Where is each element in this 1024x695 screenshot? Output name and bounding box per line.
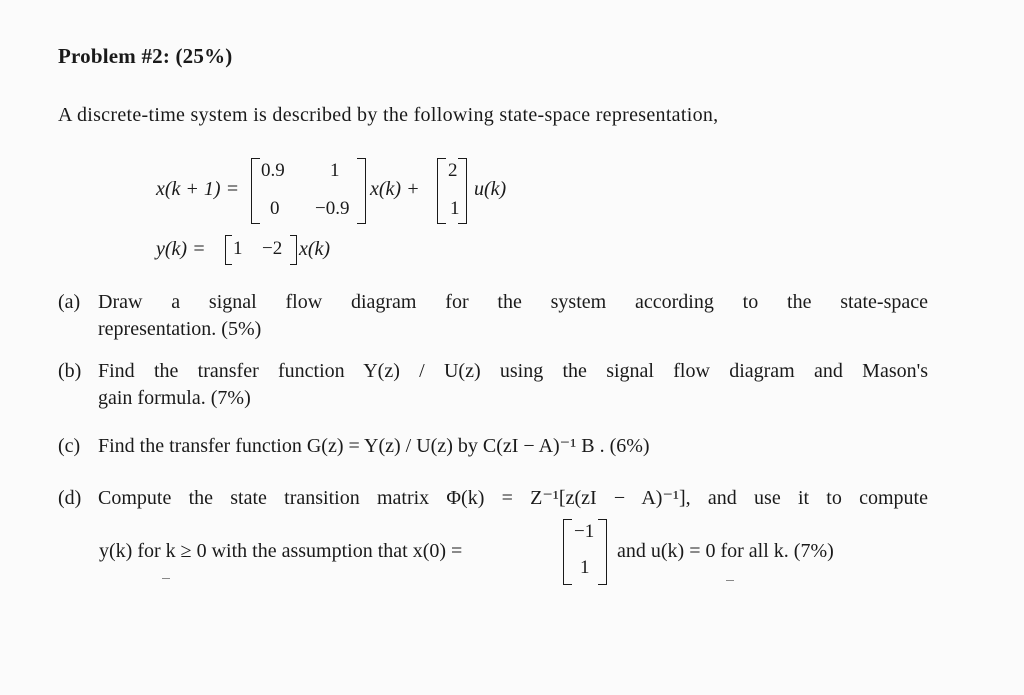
part-c-label: (c) xyxy=(58,435,81,457)
matrix-a-11: 0.9 xyxy=(261,160,285,181)
state-equation-lhs: x(k + 1) = xyxy=(156,178,240,200)
problem-intro: A discrete-time system is described by the following state-space representation, xyxy=(58,104,719,126)
matrix-a-21: 0 xyxy=(270,198,280,219)
state-equation-xk: x(k) + xyxy=(370,178,420,200)
part-b-line-1: Find the transfer function Y(z) / U(z) using the signal flow diagram and Mason's xyxy=(98,360,928,382)
matrix-a-12: 1 xyxy=(330,160,340,181)
scan-mark xyxy=(726,580,734,581)
part-d-line-1: Compute the state transition matrix Φ(k) = Z⁻¹[z(zI − A)⁻¹], and use it to compute xyxy=(98,487,928,509)
matrix-c-1: 1 xyxy=(233,238,243,259)
part-b-label: (b) xyxy=(58,360,82,382)
x0-right-bracket xyxy=(598,519,607,585)
state-equation-uk: u(k) xyxy=(474,178,507,200)
x0-left-bracket xyxy=(563,519,572,585)
x0-value-2: 1 xyxy=(580,557,590,578)
matrix-c-2: −2 xyxy=(262,238,283,259)
matrix-a-left-bracket xyxy=(251,158,260,224)
part-d-label: (d) xyxy=(58,487,82,509)
matrix-c-right-bracket xyxy=(290,235,297,265)
part-d-line-2a: y(k) for k ≥ 0 with the assumption that x(0) = xyxy=(99,540,463,562)
part-c-line-1: Find the transfer function G(z) = Y(z) / U(z) by C(zI − A)⁻¹ B . (6%) xyxy=(98,435,650,457)
x0-value-1: −1 xyxy=(574,521,595,542)
output-equation-lhs: y(k) = xyxy=(156,238,206,260)
matrix-b-left-bracket xyxy=(437,158,446,224)
part-d xyxy=(58,485,928,585)
matrix-b-2: 1 xyxy=(450,198,460,219)
output-equation-xk: x(k) xyxy=(299,238,331,260)
scan-mark xyxy=(162,578,170,579)
part-a-line-1: Draw a signal flow diagram for the system according to the state-space xyxy=(98,291,928,313)
part-a-label: (a) xyxy=(58,291,81,313)
part-b-line-2: gain formula. (7%) xyxy=(98,387,251,409)
matrix-b-right-bracket xyxy=(458,158,467,224)
matrix-a-22: −0.9 xyxy=(315,198,350,219)
matrix-c-left-bracket xyxy=(225,235,232,265)
part-d-line-2b: and u(k) = 0 for all k. (7%) xyxy=(617,540,834,562)
problem-title: Problem #2: (25%) xyxy=(58,44,233,68)
matrix-b-1: 2 xyxy=(448,160,458,181)
part-a-line-2: representation. (5%) xyxy=(98,318,262,340)
matrix-a-right-bracket xyxy=(357,158,366,224)
